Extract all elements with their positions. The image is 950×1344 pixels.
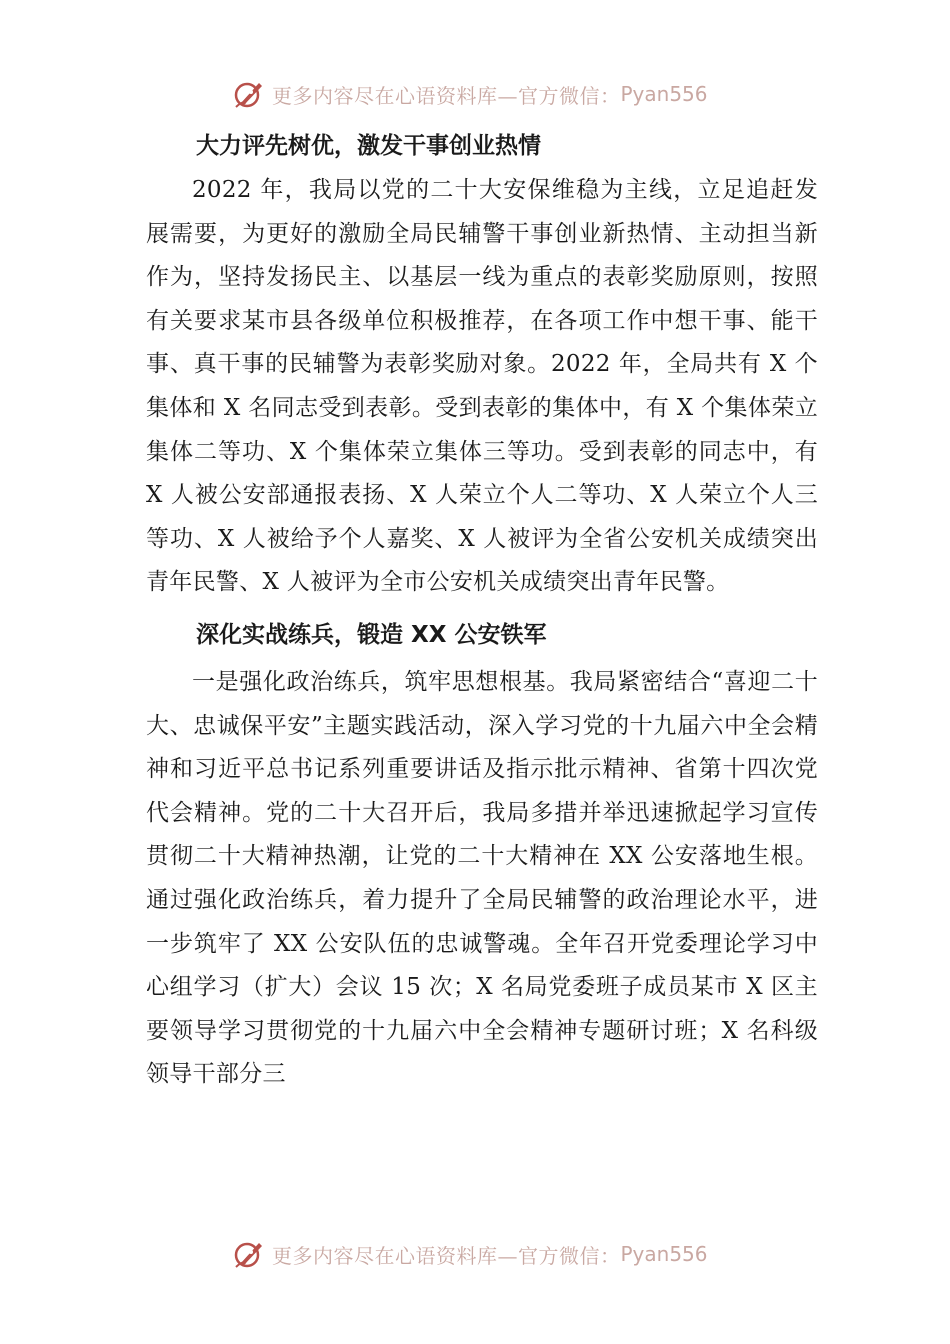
watermark-text: 更多内容尽在心语资料库—官方微信： [272, 83, 621, 108]
document-body [146, 124, 818, 1097]
pen-nib-logo-icon [232, 77, 266, 111]
watermark-wechat-id: Pyan556 [620, 1242, 708, 1266]
watermark-wechat-id: Pyan556 [620, 82, 708, 106]
section-paragraph: 一是强化政治练兵，筑牢思想根基。我局紧密结合“喜迎二十大、忠诚保平安”主题实践活动，深入学习党的十九届六中全会精神和习近平总书记系列重要讲话及指示批示精神、省第十四次党代会精神。党的二十大召开后，我局多措并举迅速掀起学习宣传贯彻二十大精神热潮，让党的二十大精神在 XX 公安落地生根。通过强化政治练兵，着力提升了全局民辅警的政治理论水平，进一步筑牢了 XX 公安队伍的忠诚警魂。全年召开党委理论学习中心组学习（扩大）会议 15 次；X 名局党委班子成员某市 X 区主要领导学习贯彻党的十九届六中全会精神专题研讨班；X 名科级领导干部分三 [146, 668, 818, 1088]
section-paragraph: 2022 年，我局以党的二十大安保维稳为主线，立足追赶发展需要，为更好的激励全局民辅警干事创业新热情、主动担当新作为，坚持发扬民主、以基层一线为重点的表彰奖励原则，按照有关要求某市县各级单位积极推荐，在各项工作中想干事、能干事、真干事的民辅警为表彰奖励对象。2022 年，全局共有 X 个集体和 X 名同志受到表彰。受到表彰的集体中，有 X 个集体荣立集体二等功、X 个集体荣立集体三等功。受到表彰的同志中，有 X 人被公安部通报表扬、X 人荣立个人二等功、X 人荣立个人三等功、X 人被给予个人嘉奖、X 人被评为全省公安机关成绩突出青年民警、X 人被评为全市公安机关成绩突出青年民警。 [146, 177, 818, 596]
watermark-banner-top [232, 76, 708, 112]
watermark-text: 更多内容尽在心语资料库—官方微信： [272, 1243, 621, 1268]
watermark-banner-bottom [232, 1236, 708, 1272]
section-heading: 深化实战练兵，锻造 XX 公安铁军 [196, 621, 547, 648]
section-heading: 大力评先树优，激发干事创业热情 [196, 133, 541, 159]
pen-nib-logo-icon [232, 1237, 266, 1271]
